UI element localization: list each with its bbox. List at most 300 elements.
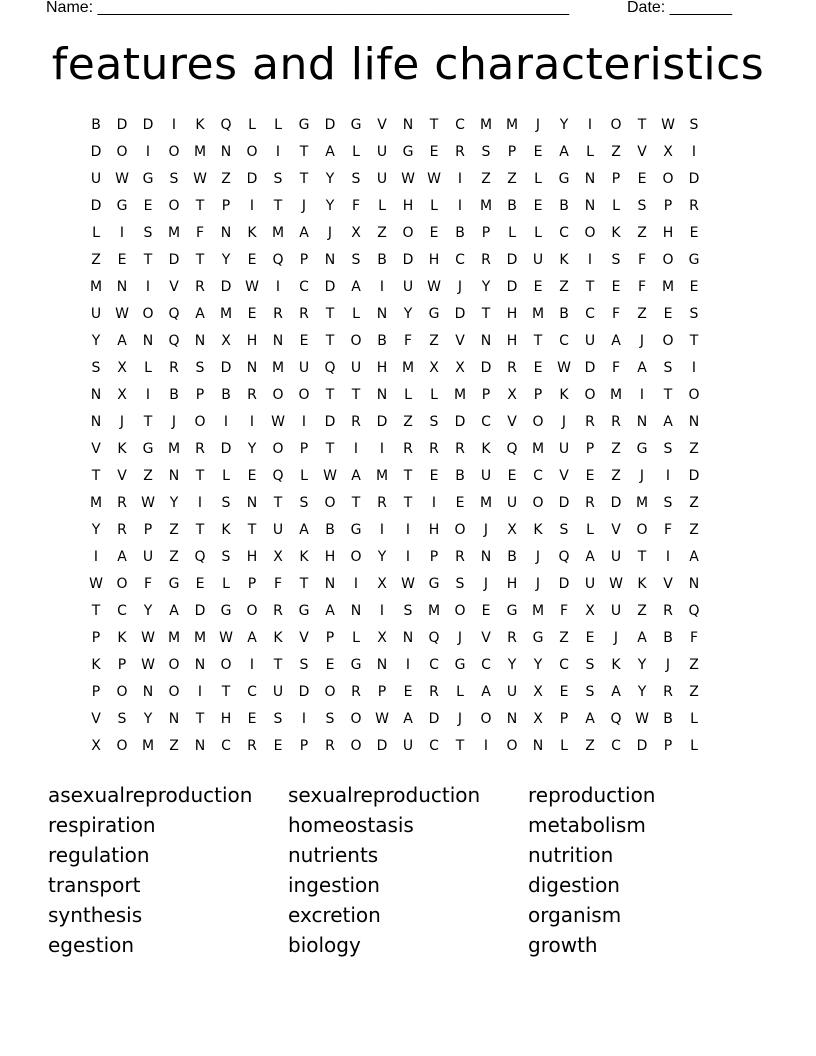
grid-letter: C bbox=[611, 738, 621, 754]
grid-letter: H bbox=[246, 333, 258, 349]
grid-letter: S bbox=[637, 198, 647, 214]
grid-letter: L bbox=[586, 522, 594, 538]
grid-letter: M bbox=[219, 306, 233, 322]
grid-letter: I bbox=[587, 252, 593, 268]
grid-letter: Y bbox=[559, 117, 569, 133]
grid-letter: H bbox=[506, 576, 518, 592]
grid-letter: P bbox=[299, 441, 309, 457]
grid-letter: E bbox=[299, 333, 309, 349]
grid-letter: J bbox=[535, 117, 541, 133]
grid-letter: X bbox=[117, 387, 127, 403]
grid-letter: D bbox=[220, 360, 232, 376]
grid-letter: I bbox=[197, 684, 203, 700]
grid-letter: Y bbox=[533, 657, 543, 673]
grid-letter: V bbox=[507, 414, 517, 430]
grid-row bbox=[83, 490, 733, 517]
grid-letter: N bbox=[142, 684, 154, 700]
grid-letter: L bbox=[612, 198, 620, 214]
grid-letter: I bbox=[145, 387, 151, 403]
grid-row bbox=[83, 463, 733, 490]
grid-letter: D bbox=[220, 279, 232, 295]
grid-letter: Z bbox=[689, 522, 699, 538]
grid-letter: O bbox=[168, 144, 180, 160]
grid-letter: L bbox=[560, 738, 568, 754]
grid-letter: Y bbox=[637, 684, 647, 700]
grid-letter: K bbox=[611, 657, 621, 673]
grid-letter: L bbox=[352, 306, 360, 322]
grid-letter: J bbox=[457, 711, 463, 727]
grid-letter: A bbox=[351, 468, 361, 484]
word-list-item: nutrition bbox=[528, 843, 614, 867]
grid-letter: U bbox=[558, 441, 570, 457]
grid-letter: E bbox=[559, 684, 569, 700]
grid-letter: M bbox=[453, 387, 467, 403]
grid-letter: A bbox=[325, 144, 335, 160]
grid-letter: B bbox=[91, 117, 101, 133]
grid-row bbox=[83, 706, 733, 733]
grid-letter: D bbox=[324, 414, 336, 430]
grid-letter: N bbox=[246, 495, 258, 511]
grid-letter: L bbox=[534, 171, 542, 187]
grid-letter: A bbox=[637, 360, 647, 376]
grid-letter: T bbox=[325, 441, 335, 457]
grid-letter: X bbox=[507, 387, 517, 403]
grid-row bbox=[83, 409, 733, 436]
grid-letter: M bbox=[89, 279, 103, 295]
word-list-item: transport bbox=[48, 873, 141, 897]
grid-letter: V bbox=[117, 468, 127, 484]
grid-letter: Z bbox=[637, 603, 647, 619]
grid-letter: X bbox=[351, 225, 361, 241]
grid-letter: O bbox=[532, 495, 544, 511]
grid-letter: D bbox=[220, 441, 232, 457]
grid-letter: P bbox=[559, 711, 569, 727]
grid-letter: G bbox=[532, 630, 544, 646]
grid-letter: M bbox=[531, 603, 545, 619]
grid-letter: A bbox=[585, 711, 595, 727]
grid-letter: W bbox=[401, 576, 415, 592]
grid-letter: W bbox=[401, 171, 415, 187]
grid-letter: C bbox=[559, 657, 569, 673]
grid-letter: E bbox=[637, 171, 647, 187]
grid-letter: A bbox=[689, 549, 699, 565]
grid-letter: W bbox=[609, 576, 623, 592]
grid-letter: U bbox=[610, 603, 622, 619]
grid-letter: Z bbox=[689, 684, 699, 700]
grid-letter: A bbox=[299, 522, 309, 538]
grid-letter: R bbox=[585, 495, 595, 511]
grid-letter: A bbox=[585, 549, 595, 565]
grid-letter: I bbox=[457, 171, 463, 187]
grid-letter: Y bbox=[91, 333, 101, 349]
grid-letter: F bbox=[637, 252, 647, 268]
grid-letter: R bbox=[663, 603, 673, 619]
grid-letter: R bbox=[429, 684, 439, 700]
grid-letter: B bbox=[325, 522, 335, 538]
grid-letter: A bbox=[559, 144, 569, 160]
grid-letter: B bbox=[507, 549, 517, 565]
grid-letter: R bbox=[117, 495, 127, 511]
grid-letter: A bbox=[299, 225, 309, 241]
grid-letter: T bbox=[247, 522, 257, 538]
grid-letter: N bbox=[116, 279, 128, 295]
grid-letter: L bbox=[586, 144, 594, 160]
grid-letter: G bbox=[298, 117, 310, 133]
grid-letter: Q bbox=[168, 306, 180, 322]
grid-letter: D bbox=[506, 252, 518, 268]
grid-letter: S bbox=[91, 360, 101, 376]
grid-letter: N bbox=[350, 603, 362, 619]
grid-letter: V bbox=[299, 630, 309, 646]
word-list-item: nutrients bbox=[288, 843, 379, 867]
grid-row bbox=[83, 274, 733, 301]
grid-letter: W bbox=[271, 414, 285, 430]
grid-letter: A bbox=[169, 603, 179, 619]
grid-letter: B bbox=[663, 711, 673, 727]
grid-letter: P bbox=[507, 144, 517, 160]
grid-letter: F bbox=[611, 360, 621, 376]
grid-letter: G bbox=[350, 117, 362, 133]
grid-letter: T bbox=[689, 333, 699, 349]
grid-letter: R bbox=[455, 549, 465, 565]
grid-letter: T bbox=[195, 468, 205, 484]
grid-letter: L bbox=[274, 117, 282, 133]
grid-letter: U bbox=[376, 171, 388, 187]
grid-letter: Z bbox=[611, 144, 621, 160]
grid-letter: R bbox=[247, 387, 257, 403]
grid-letter: R bbox=[351, 414, 361, 430]
grid-letter: S bbox=[455, 576, 465, 592]
grid-letter: Y bbox=[377, 549, 387, 565]
grid-letter: O bbox=[506, 738, 518, 754]
grid-letter: G bbox=[116, 198, 128, 214]
grid-letter: P bbox=[585, 441, 595, 457]
grid-letter: G bbox=[350, 657, 362, 673]
grid-letter: O bbox=[116, 684, 128, 700]
grid-letter: T bbox=[325, 333, 335, 349]
grid-letter: G bbox=[428, 576, 440, 592]
grid-letter: M bbox=[401, 360, 415, 376]
grid-row bbox=[83, 301, 733, 328]
grid-letter: P bbox=[481, 225, 491, 241]
grid-letter: U bbox=[350, 360, 362, 376]
grid-letter: T bbox=[403, 468, 413, 484]
grid-letter: M bbox=[531, 441, 545, 457]
grid-letter: N bbox=[532, 738, 544, 754]
grid-letter: I bbox=[249, 198, 255, 214]
grid-letter: P bbox=[143, 522, 153, 538]
grid-letter: B bbox=[221, 387, 231, 403]
grid-letter: O bbox=[480, 711, 492, 727]
grid-letter: U bbox=[610, 549, 622, 565]
grid-letter: B bbox=[455, 468, 465, 484]
grid-letter: T bbox=[195, 198, 205, 214]
grid-letter: P bbox=[91, 684, 101, 700]
grid-letter: B bbox=[377, 252, 387, 268]
grid-letter: P bbox=[299, 252, 309, 268]
grid-letter: K bbox=[481, 441, 491, 457]
grid-letter: O bbox=[454, 522, 466, 538]
grid-letter: T bbox=[143, 252, 153, 268]
grid-letter: W bbox=[89, 576, 103, 592]
grid-letter: Y bbox=[507, 657, 517, 673]
grid-letter: X bbox=[117, 360, 127, 376]
grid-letter: N bbox=[272, 333, 284, 349]
grid-letter: X bbox=[455, 360, 465, 376]
grid-letter: S bbox=[351, 171, 361, 187]
grid-letter: V bbox=[559, 468, 569, 484]
grid-letter: T bbox=[195, 522, 205, 538]
grid-letter: I bbox=[275, 279, 281, 295]
grid-row bbox=[83, 571, 733, 598]
grid-letter: U bbox=[142, 549, 154, 565]
grid-letter: Y bbox=[481, 279, 491, 295]
grid-letter: K bbox=[299, 549, 309, 565]
grid-letter: O bbox=[688, 387, 700, 403]
grid-row bbox=[83, 220, 733, 247]
grid-letter: W bbox=[245, 279, 259, 295]
grid-letter: N bbox=[168, 468, 180, 484]
grid-letter: J bbox=[561, 414, 567, 430]
grid-letter: G bbox=[402, 144, 414, 160]
grid-letter: H bbox=[506, 306, 518, 322]
grid-letter: W bbox=[323, 468, 337, 484]
grid-letter: N bbox=[142, 333, 154, 349]
grid-letter: S bbox=[195, 360, 205, 376]
grid-letter: O bbox=[324, 684, 336, 700]
grid-letter: C bbox=[585, 306, 595, 322]
grid-letter: M bbox=[661, 279, 675, 295]
grid-letter: O bbox=[636, 522, 648, 538]
grid-letter: O bbox=[662, 171, 674, 187]
grid-letter: S bbox=[325, 711, 335, 727]
grid-letter: I bbox=[665, 549, 671, 565]
grid-letter: Q bbox=[506, 441, 518, 457]
grid-letter: T bbox=[637, 549, 647, 565]
grid-letter: H bbox=[376, 360, 388, 376]
grid-letter: Z bbox=[91, 252, 101, 268]
date-field-label: Date: _______ bbox=[627, 0, 732, 16]
grid-letter: Q bbox=[610, 711, 622, 727]
grid-letter: I bbox=[665, 468, 671, 484]
grid-letter: G bbox=[506, 603, 518, 619]
grid-letter: K bbox=[195, 117, 205, 133]
word-list-item: ingestion bbox=[288, 873, 380, 897]
grid-letter: V bbox=[91, 441, 101, 457]
grid-letter: I bbox=[171, 117, 177, 133]
grid-letter: F bbox=[663, 522, 673, 538]
grid-letter: B bbox=[663, 630, 673, 646]
grid-letter: D bbox=[454, 414, 466, 430]
grid-letter: I bbox=[353, 576, 359, 592]
grid-letter: H bbox=[324, 549, 336, 565]
grid-letter: E bbox=[481, 603, 491, 619]
grid-letter: O bbox=[298, 387, 310, 403]
grid-letter: C bbox=[117, 603, 127, 619]
grid-letter: D bbox=[688, 171, 700, 187]
grid-letter: V bbox=[377, 117, 387, 133]
grid-letter: D bbox=[90, 198, 102, 214]
grid-letter: E bbox=[689, 225, 699, 241]
grid-letter: P bbox=[533, 387, 543, 403]
grid-letter: O bbox=[194, 414, 206, 430]
grid-letter: I bbox=[119, 225, 125, 241]
grid-letter: E bbox=[247, 711, 257, 727]
grid-letter: L bbox=[690, 738, 698, 754]
grid-letter: T bbox=[351, 387, 361, 403]
grid-letter: O bbox=[350, 549, 362, 565]
grid-row bbox=[83, 679, 733, 706]
grid-row bbox=[83, 733, 733, 760]
grid-letter: X bbox=[377, 576, 387, 592]
grid-letter: U bbox=[480, 468, 492, 484]
grid-letter: S bbox=[273, 711, 283, 727]
grid-letter: U bbox=[584, 333, 596, 349]
grid-letter: Z bbox=[403, 414, 413, 430]
grid-letter: P bbox=[377, 684, 387, 700]
grid-letter: R bbox=[195, 279, 205, 295]
grid-letter: M bbox=[479, 495, 493, 511]
grid-letter: K bbox=[559, 387, 569, 403]
grid-letter: N bbox=[324, 576, 336, 592]
grid-letter: X bbox=[663, 144, 673, 160]
grid-letter: I bbox=[275, 144, 281, 160]
grid-letter: P bbox=[325, 630, 335, 646]
word-list bbox=[48, 780, 768, 960]
grid-letter: Z bbox=[611, 468, 621, 484]
grid-letter: H bbox=[662, 225, 674, 241]
grid-letter: M bbox=[141, 738, 155, 754]
grid-letter: H bbox=[428, 252, 440, 268]
grid-letter: M bbox=[479, 117, 493, 133]
grid-letter: F bbox=[143, 576, 153, 592]
grid-letter: G bbox=[688, 252, 700, 268]
word-list-item: homeostasis bbox=[288, 813, 414, 837]
grid-letter: I bbox=[301, 711, 307, 727]
grid-letter: C bbox=[533, 468, 543, 484]
grid-letter: P bbox=[221, 198, 231, 214]
grid-letter: N bbox=[584, 198, 596, 214]
grid-letter: U bbox=[506, 684, 518, 700]
grid-letter: J bbox=[483, 576, 489, 592]
grid-letter: D bbox=[454, 306, 466, 322]
grid-letter: W bbox=[141, 630, 155, 646]
grid-letter: I bbox=[223, 414, 229, 430]
grid-letter: B bbox=[559, 198, 569, 214]
grid-letter: S bbox=[663, 495, 673, 511]
grid-letter: O bbox=[272, 441, 284, 457]
grid-letter: C bbox=[455, 117, 465, 133]
grid-letter: I bbox=[379, 522, 385, 538]
grid-letter: O bbox=[584, 225, 596, 241]
grid-letter: X bbox=[507, 522, 517, 538]
grid-letter: M bbox=[531, 306, 545, 322]
word-search-grid bbox=[83, 112, 733, 760]
grid-letter: L bbox=[430, 387, 438, 403]
grid-row bbox=[83, 355, 733, 382]
grid-letter: P bbox=[481, 387, 491, 403]
grid-row bbox=[83, 544, 733, 571]
grid-letter: C bbox=[429, 657, 439, 673]
grid-letter: D bbox=[324, 117, 336, 133]
grid-letter: O bbox=[662, 333, 674, 349]
grid-letter: M bbox=[89, 495, 103, 511]
grid-letter: D bbox=[610, 495, 622, 511]
grid-letter: U bbox=[90, 171, 102, 187]
grid-letter: A bbox=[351, 279, 361, 295]
grid-letter: S bbox=[663, 360, 673, 376]
grid-letter: U bbox=[272, 522, 284, 538]
grid-letter: P bbox=[299, 738, 309, 754]
grid-letter: E bbox=[143, 198, 153, 214]
word-list-item: synthesis bbox=[48, 903, 143, 927]
grid-letter: L bbox=[144, 360, 152, 376]
grid-letter: I bbox=[405, 522, 411, 538]
grid-letter: T bbox=[91, 603, 101, 619]
grid-letter: D bbox=[116, 117, 128, 133]
grid-row bbox=[83, 436, 733, 463]
grid-letter: S bbox=[273, 171, 283, 187]
grid-letter: G bbox=[298, 603, 310, 619]
grid-letter: I bbox=[145, 279, 151, 295]
grid-letter: Z bbox=[689, 441, 699, 457]
grid-letter: E bbox=[273, 738, 283, 754]
grid-letter: Y bbox=[637, 657, 647, 673]
grid-letter: I bbox=[405, 657, 411, 673]
grid-letter: L bbox=[378, 198, 386, 214]
grid-letter: A bbox=[663, 414, 673, 430]
grid-letter: G bbox=[168, 576, 180, 592]
grid-letter: E bbox=[689, 279, 699, 295]
grid-letter: L bbox=[300, 468, 308, 484]
grid-letter: G bbox=[558, 171, 570, 187]
grid-letter: I bbox=[587, 117, 593, 133]
grid-letter: A bbox=[611, 684, 621, 700]
grid-letter: V bbox=[91, 711, 101, 727]
grid-letter: F bbox=[611, 306, 621, 322]
grid-letter: D bbox=[376, 738, 388, 754]
grid-row bbox=[83, 112, 733, 139]
grid-letter: Y bbox=[169, 495, 179, 511]
name-field-label: Name: _____________________________________________________ bbox=[46, 0, 570, 16]
grid-letter: A bbox=[247, 630, 257, 646]
grid-letter: N bbox=[376, 306, 388, 322]
grid-letter: T bbox=[91, 468, 101, 484]
grid-letter: O bbox=[116, 738, 128, 754]
grid-letter: X bbox=[585, 603, 595, 619]
grid-letter: R bbox=[481, 252, 491, 268]
grid-letter: N bbox=[506, 711, 518, 727]
grid-letter: I bbox=[379, 279, 385, 295]
grid-letter: Y bbox=[403, 306, 413, 322]
grid-letter: L bbox=[222, 576, 230, 592]
grid-letter: T bbox=[533, 333, 543, 349]
grid-letter: Y bbox=[91, 522, 101, 538]
grid-letter: T bbox=[195, 252, 205, 268]
grid-letter: I bbox=[639, 387, 645, 403]
grid-letter: N bbox=[402, 117, 414, 133]
word-list-item: organism bbox=[528, 903, 622, 927]
grid-letter: T bbox=[221, 684, 231, 700]
grid-letter: Z bbox=[377, 225, 387, 241]
grid-letter: T bbox=[585, 279, 595, 295]
grid-letter: F bbox=[351, 198, 361, 214]
grid-letter: A bbox=[325, 603, 335, 619]
grid-letter: O bbox=[350, 738, 362, 754]
grid-letter: O bbox=[220, 657, 232, 673]
grid-letter: P bbox=[195, 387, 205, 403]
word-list-item: biology bbox=[288, 933, 361, 957]
